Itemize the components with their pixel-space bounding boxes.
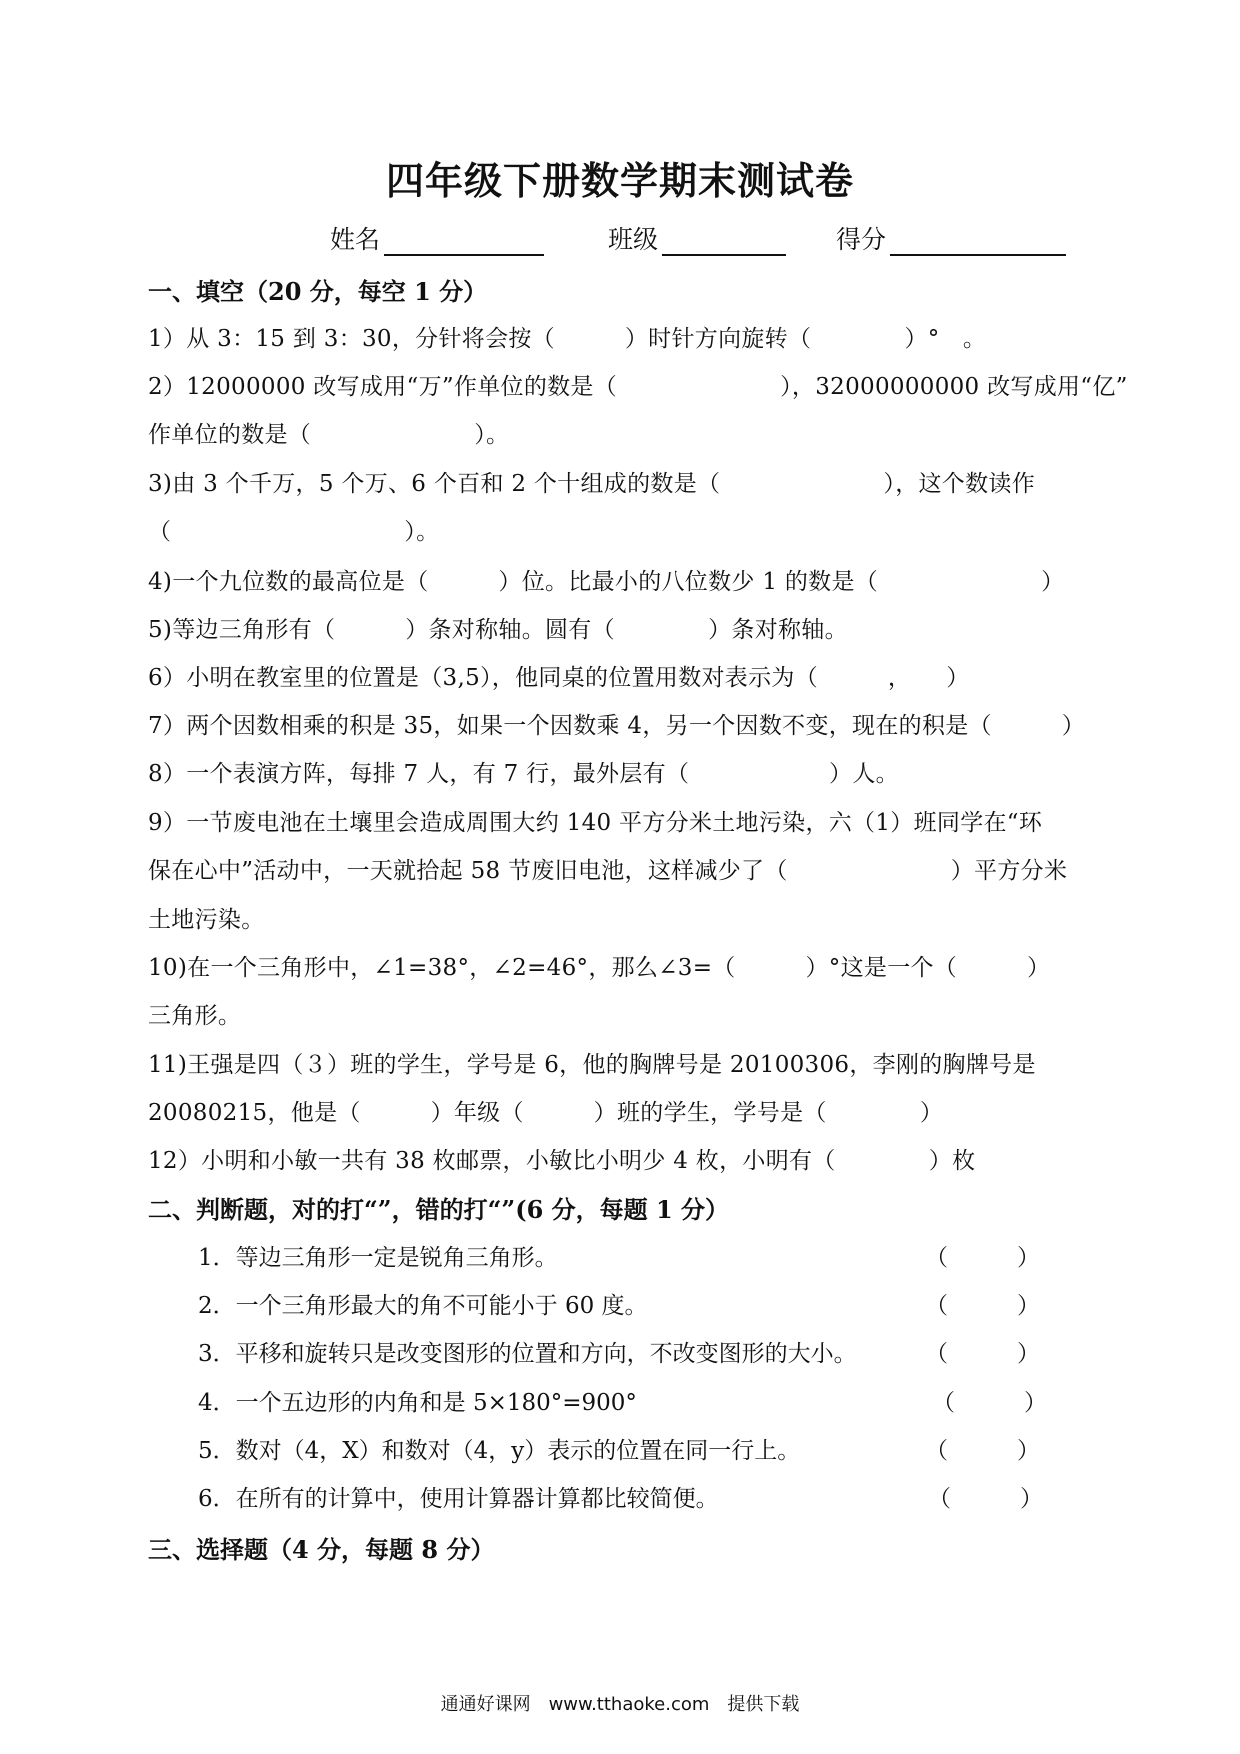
name-field — [330, 220, 544, 256]
score-field — [836, 220, 1066, 256]
fill-question-line: 6）小明在教室里的位置是（3,5），他同桌的位置用数对表示为（ ， ） — [148, 665, 970, 691]
class-blank[interactable] — [662, 228, 786, 256]
fill-question-line: 9）一节废电池在土壤里会造成周围大约 140 平方分米土地污染，六（1）班同学在“环 — [148, 810, 1043, 836]
judge-item: 3．平移和旋转只是改变图形的位置和方向，不改变图形的大小。 — [198, 1341, 857, 1367]
fill-question-line: 1）从 3：15 到 3：30，分针将会按（ ）时针方向旋转（ ）° 。 — [148, 326, 987, 352]
fill-question-line: 8）一个表演方阵，每排 7 人，有 7 行，最外层有（ ）人。 — [148, 761, 899, 787]
answer-paren[interactable]: （ ） — [928, 1486, 1043, 1512]
fill-question-line: 2）12000000 改写成用“万”作单位的数是（ ），32000000000 改写成用“亿” — [148, 374, 1128, 400]
fill-question-line: 11)王强是四（３）班的学生，学号是 6，他的胸牌号是 20100306，李刚的胸牌号是 — [148, 1052, 1036, 1078]
judge-item: 5．数对（4，X）和数对（4，y）表示的位置在同一行上。 — [198, 1438, 801, 1464]
class-field — [608, 220, 786, 256]
name-label: 姓名 — [330, 225, 381, 254]
page-title: 四年级下册数学期末测试卷 — [385, 158, 854, 203]
answer-paren[interactable]: （ ） — [925, 1245, 1040, 1271]
answer-paren[interactable]: （ ） — [925, 1293, 1040, 1319]
class-label: 班级 — [608, 225, 659, 254]
name-blank[interactable] — [384, 228, 544, 256]
fill-question-line: 5)等边三角形有（ ）条对称轴。圆有（ ）条对称轴。 — [148, 617, 848, 643]
fill-question-line: 4)一个九位数的最高位是（ ）位。比最小的八位数少 1 的数是（ ） — [148, 569, 1065, 595]
fill-question-line: （ ）。 — [148, 519, 440, 545]
judge-item: 1．等边三角形一定是锐角三角形。 — [198, 1245, 558, 1271]
judge-item: 4．一个五边形的内角和是 5×180°=900° — [198, 1390, 637, 1416]
fill-question-line: 保在心中”活动中，一天就拾起 58 节废旧电池，这样减少了（ ）平方分米 — [148, 858, 1068, 884]
fill-question-line: 10)在一个三角形中，∠1=38°，∠2=46°，那么∠3=（ ）°这是一个（ ） — [148, 955, 1051, 981]
fill-question-line: 3)由 3 个千万，5 个万、6 个百和 2 个十组成的数是（ ），这个数读作 — [148, 471, 1036, 497]
fill-question-line: 12）小明和小敏一共有 38 枚邮票，小敏比小明少 4 枚，小明有（ ）枚 — [148, 1148, 976, 1174]
judge-item: 2．一个三角形最大的角不可能小于 60 度。 — [198, 1293, 648, 1319]
answer-paren[interactable]: （ ） — [932, 1390, 1047, 1416]
answer-paren[interactable]: （ ） — [925, 1341, 1040, 1367]
page-footer: 通通好课网 www.tthaoke.com 提供下载 — [440, 1694, 800, 1715]
fill-question-line: 三角形。 — [148, 1003, 242, 1029]
section2-heading: 二、判断题，对的打“”，错的打“”(6 分，每题 1 分） — [148, 1195, 730, 1224]
fill-question-line: 土地污染。 — [148, 907, 265, 933]
fill-question-line: 7）两个因数相乘的积是 35，如果一个因数乘 4，另一个因数不变，现在的积是（ ） — [148, 713, 1086, 739]
judge-item: 6．在所有的计算中，使用计算器计算都比较简便。 — [198, 1486, 719, 1512]
score-blank[interactable] — [890, 228, 1066, 256]
fill-question-line: 作单位的数是（ ）。 — [148, 422, 510, 448]
fill-question-line: 20080215，他是（ ）年级（ ）班的学生，学号是（ ） — [148, 1100, 944, 1126]
score-label: 得分 — [836, 225, 887, 254]
section3-heading: 三、选择题（4 分，每题 8 分） — [148, 1535, 495, 1564]
section1-heading: 一、填空（20 分，每空 1 分） — [148, 277, 488, 306]
answer-paren[interactable]: （ ） — [925, 1438, 1040, 1464]
